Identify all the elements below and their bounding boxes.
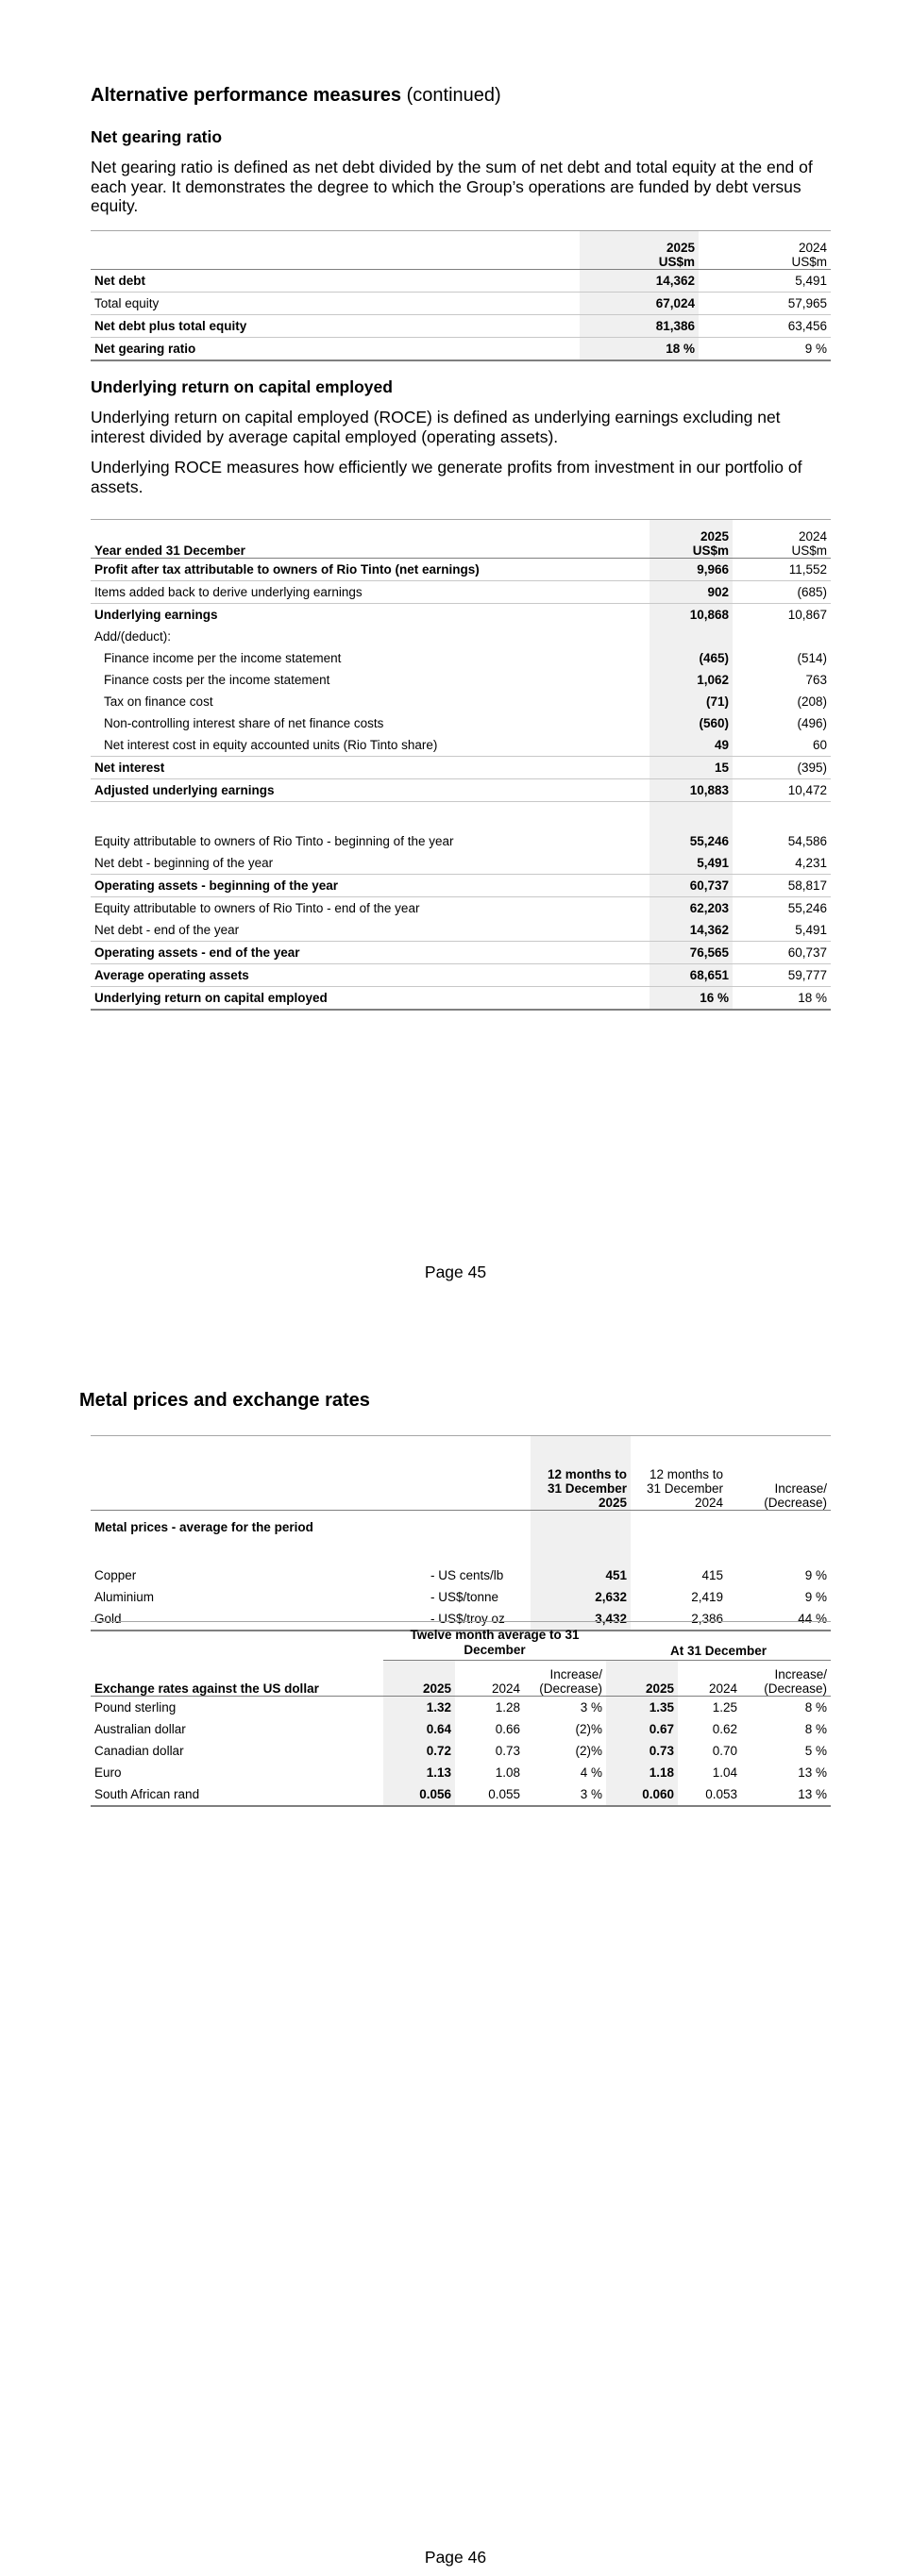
- currency-name: Pound sterling: [94, 1700, 177, 1715]
- table-row: [91, 338, 831, 361]
- row-label: Non-controlling interest share of net finance costs: [104, 716, 384, 730]
- page-title: [91, 85, 501, 107]
- net-gearing-heading: Net gearing ratio: [91, 127, 223, 146]
- at-2024: 0.70: [712, 1744, 737, 1758]
- value-2025: 10,883: [650, 779, 733, 802]
- at-change: 13 %: [741, 1783, 831, 1806]
- avg-2025: 1.13: [383, 1762, 455, 1783]
- value-2024: 11,552: [788, 562, 827, 577]
- page-title-suffix: (continued): [401, 85, 501, 106]
- column-header-change: Increase/ (Decrease): [727, 1436, 831, 1511]
- value-2025: 68,651: [650, 964, 733, 987]
- at-2024: 0.62: [712, 1722, 737, 1736]
- row-label: Net gearing ratio: [91, 338, 580, 361]
- row-label: Total equity: [91, 293, 580, 315]
- table-row: [91, 852, 831, 875]
- value-2024: 10,867: [733, 604, 831, 627]
- at-2025: 1.18: [606, 1762, 678, 1783]
- row-label: Net debt - end of the year: [94, 923, 240, 937]
- table-row: [91, 604, 831, 627]
- value-change: 9 %: [804, 1568, 827, 1582]
- at-2024: 1.25: [712, 1700, 737, 1715]
- value-2024: 10,472: [733, 779, 831, 802]
- table-row: [91, 1697, 831, 1719]
- table-row: [91, 779, 831, 802]
- table-row: [91, 581, 831, 604]
- table-header-row: [91, 1660, 831, 1697]
- section-label: Metal prices - average for the period: [94, 1519, 313, 1534]
- exchange-rates-table: [91, 1621, 831, 1807]
- value-2025: 451: [531, 1564, 631, 1586]
- row-header-label: Year ended 31 December: [91, 520, 650, 559]
- avg-change: 4 %: [580, 1765, 602, 1780]
- table-row: [91, 691, 831, 712]
- at-change: 8 %: [804, 1722, 827, 1736]
- column-header-at-2025: 2025: [606, 1660, 678, 1697]
- group-header-row: [91, 1622, 831, 1661]
- value-2024: 5,491: [795, 274, 827, 288]
- table-header-row: [91, 1436, 831, 1511]
- spacer-row: [91, 802, 831, 831]
- value-2024: 59,777: [733, 964, 831, 987]
- value-2024: 55,246: [733, 897, 831, 920]
- metal-unit: - US cents/lb: [430, 1568, 504, 1582]
- row-label: Finance income per the income statement: [104, 651, 342, 665]
- value-2024: 4,231: [795, 856, 827, 870]
- avg-change: 3 %: [524, 1783, 606, 1806]
- avg-2024: 0.66: [495, 1722, 520, 1736]
- value-2024: 2,419: [691, 1590, 723, 1604]
- column-header-at-2024: 2024: [678, 1660, 741, 1697]
- value-2024: 57,965: [699, 293, 831, 315]
- row-label: Underlying return on capital employed: [91, 987, 650, 1011]
- row-label: Underlying earnings: [91, 604, 650, 627]
- column-header-avg-change: Increase/ (Decrease): [524, 1660, 606, 1697]
- table-row: [91, 964, 831, 987]
- avg-2025: 0.72: [383, 1740, 455, 1762]
- value-2024: 9 %: [699, 338, 831, 361]
- metal-unit: - US$/tonne: [430, 1590, 499, 1604]
- at-2025: 0.67: [606, 1718, 678, 1740]
- table-row: [91, 293, 831, 315]
- row-label: Operating assets - end of the year: [91, 942, 650, 964]
- column-header-at-change: Increase/ (Decrease): [741, 1660, 831, 1697]
- table-row: [91, 734, 831, 757]
- value-2025: 15: [650, 757, 733, 779]
- table-header-row: [91, 520, 831, 559]
- value-2024: 54,586: [787, 834, 827, 848]
- table-row: [91, 1783, 831, 1806]
- row-label: Add/(deduct):: [94, 629, 172, 644]
- row-label: Finance costs per the income statement: [104, 673, 330, 687]
- value-2025: 9,966: [650, 559, 733, 581]
- table-row: [91, 669, 831, 691]
- net-gearing-description: Net gearing ratio is defined as net debt divided by the sum of net debt and total equity at the end of each year. It demonstrates the degree to which the Group’s operations are funded by debt versus equity.: [91, 158, 813, 215]
- metal-unit: - US$/troy oz: [427, 1608, 531, 1631]
- table-row: [91, 1718, 831, 1740]
- row-label: Equity attributable to owners of Rio Tinto - end of the year: [91, 897, 650, 920]
- row-label: Average operating assets: [91, 964, 650, 987]
- value-2024: 2,386: [631, 1608, 727, 1631]
- page-number: Page 45: [424, 1263, 487, 1281]
- value-2025: 1,062: [650, 669, 733, 691]
- value-2024: (208): [797, 694, 827, 709]
- value-2024: (395): [733, 757, 831, 779]
- avg-2024: 0.055: [455, 1783, 524, 1806]
- value-2025: 60,737: [650, 875, 733, 897]
- value-2025: 902: [650, 581, 733, 604]
- value-2024: 63,456: [699, 315, 831, 338]
- table-row: [91, 647, 831, 669]
- value-2024: 415: [701, 1568, 723, 1582]
- page-number: Page 46: [424, 2548, 487, 2567]
- value-2024: (685): [733, 581, 831, 604]
- value-2025: 81,386: [580, 315, 699, 338]
- avg-change: 3 %: [580, 1700, 602, 1715]
- roce-description-2: Underlying ROCE measures how efficiently we generate profits from investment in our portfolio of assets.: [91, 458, 802, 496]
- row-label: Operating assets - beginning of the year: [91, 875, 650, 897]
- row-label: Net debt plus total equity: [91, 315, 580, 338]
- metal-name: Gold: [91, 1608, 427, 1631]
- value-2025: 16 %: [650, 987, 733, 1011]
- row-label: Adjusted underlying earnings: [91, 779, 650, 802]
- table-row: [91, 559, 831, 581]
- spacer: [650, 802, 733, 831]
- avg-2024: 1.28: [495, 1700, 520, 1715]
- group-header-at-date: At 31 December: [606, 1622, 831, 1661]
- value-2025: 14,362: [650, 919, 733, 942]
- value-2025: 18 %: [580, 338, 699, 361]
- table-header-row: [91, 231, 831, 270]
- value-2024: 18 %: [733, 987, 831, 1011]
- metal-name: Copper: [94, 1568, 137, 1582]
- at-change: 8 %: [804, 1700, 827, 1715]
- table-row: [91, 830, 831, 852]
- value-2025: (465): [650, 647, 733, 669]
- avg-change: (2)%: [575, 1744, 602, 1758]
- group-header-average: Twelve month average to 31 December: [383, 1622, 606, 1661]
- row-label: Items added back to derive underlying earnings: [91, 581, 650, 604]
- avg-2024: 1.08: [495, 1765, 520, 1780]
- column-header-2024: 2024 US$m: [699, 231, 831, 270]
- value-2025: 49: [650, 734, 733, 757]
- value-change: 44 %: [727, 1608, 831, 1631]
- at-2024: 0.053: [678, 1783, 741, 1806]
- value-2025: 62,203: [650, 897, 733, 920]
- avg-2024: 0.73: [495, 1744, 520, 1758]
- value-2025: 2,632: [531, 1586, 631, 1608]
- table-row: [91, 270, 831, 293]
- table-row: [91, 942, 831, 964]
- metal-prices-table: [91, 1435, 831, 1631]
- row-label: Equity attributable to owners of Rio Tinto - beginning of the year: [94, 834, 454, 848]
- value-2024: (514): [797, 651, 827, 665]
- value-2025: 14,362: [580, 270, 699, 293]
- value-change: 9 %: [804, 1590, 827, 1604]
- value-2024: 60,737: [733, 942, 831, 964]
- at-2025: 1.35: [606, 1697, 678, 1719]
- spacer: [91, 802, 650, 831]
- at-2024: 1.04: [712, 1765, 737, 1780]
- row-label: Net interest: [91, 757, 650, 779]
- roce-table: [91, 519, 831, 1011]
- value-2024: [733, 626, 831, 647]
- spacer: [733, 802, 831, 831]
- avg-2025: 0.056: [383, 1783, 455, 1806]
- column-header-2025: 2025 US$m: [580, 231, 699, 270]
- avg-change: (2)%: [575, 1722, 602, 1736]
- metal-name: Aluminium: [94, 1590, 155, 1604]
- value-2025: 5,491: [650, 852, 733, 875]
- at-2025: 0.060: [606, 1783, 678, 1806]
- avg-2025: 0.64: [383, 1718, 455, 1740]
- column-header-2025: 2025 US$m: [650, 520, 733, 559]
- at-2025: 0.73: [606, 1740, 678, 1762]
- avg-2025: 1.32: [383, 1697, 455, 1719]
- currency-name: Canadian dollar: [94, 1744, 184, 1758]
- row-label: Profit after tax attributable to owners of Rio Tinto (net earnings): [94, 562, 480, 577]
- row-label: Net interest cost in equity accounted units (Rio Tinto share): [104, 738, 438, 752]
- table-row: [91, 712, 831, 734]
- column-header-avg-2025: 2025: [383, 1660, 455, 1697]
- value-2025: (71): [650, 691, 733, 712]
- table-row: [91, 919, 831, 942]
- value-2024: (496): [797, 716, 827, 730]
- table-row: [91, 626, 831, 647]
- roce-heading: Underlying return on capital employed: [91, 377, 393, 396]
- table-row: [91, 987, 831, 1011]
- table-row: [91, 1762, 831, 1783]
- table-row: [91, 1586, 831, 1608]
- section-title: Metal prices and exchange rates: [79, 1390, 370, 1411]
- currency-name: Australian dollar: [94, 1722, 186, 1736]
- at-change: 5 %: [804, 1744, 827, 1758]
- value-2025: (560): [650, 712, 733, 734]
- table-row: [91, 897, 831, 920]
- row-header-label: Exchange rates against the US dollar: [91, 1660, 383, 1697]
- section-label-row: [91, 1511, 831, 1544]
- value-2025: 3,432: [531, 1608, 631, 1631]
- value-2024: 60: [812, 738, 827, 752]
- value-2024: 763: [805, 673, 827, 687]
- row-label: Tax on finance cost: [104, 694, 213, 709]
- row-label: Net debt: [94, 274, 145, 288]
- value-2025: 55,246: [650, 830, 733, 852]
- table-row: [91, 315, 831, 338]
- value-2024: 58,817: [733, 875, 831, 897]
- column-header-2024: 2024 US$m: [733, 520, 831, 559]
- net-gearing-table: [91, 230, 831, 361]
- row-label: Net debt - beginning of the year: [94, 856, 274, 870]
- value-2025: 10,868: [650, 604, 733, 627]
- value-2025: 67,024: [580, 293, 699, 315]
- value-2024: 5,491: [795, 923, 827, 937]
- value-2025: 76,565: [650, 942, 733, 964]
- table-row: [91, 1564, 831, 1586]
- table-row: [91, 757, 831, 779]
- currency-name: Euro: [94, 1765, 122, 1780]
- column-header-avg-2024: 2024: [455, 1660, 524, 1697]
- column-header-2025: 12 months to 31 December 2025: [531, 1436, 631, 1511]
- value-2025: [650, 626, 733, 647]
- currency-name: South African rand: [91, 1783, 383, 1806]
- page-title-bold: Alternative performance measures: [91, 85, 402, 106]
- at-change: 13 %: [798, 1765, 827, 1780]
- column-header-2024: 12 months to 31 December 2024: [631, 1436, 727, 1511]
- roce-description-1: Underlying return on capital employed (ROCE) is defined as underlying earnings excluding net interest divided by average capital employed (operating assets).: [91, 408, 781, 446]
- table-row: [91, 875, 831, 897]
- table-row: [91, 1740, 831, 1762]
